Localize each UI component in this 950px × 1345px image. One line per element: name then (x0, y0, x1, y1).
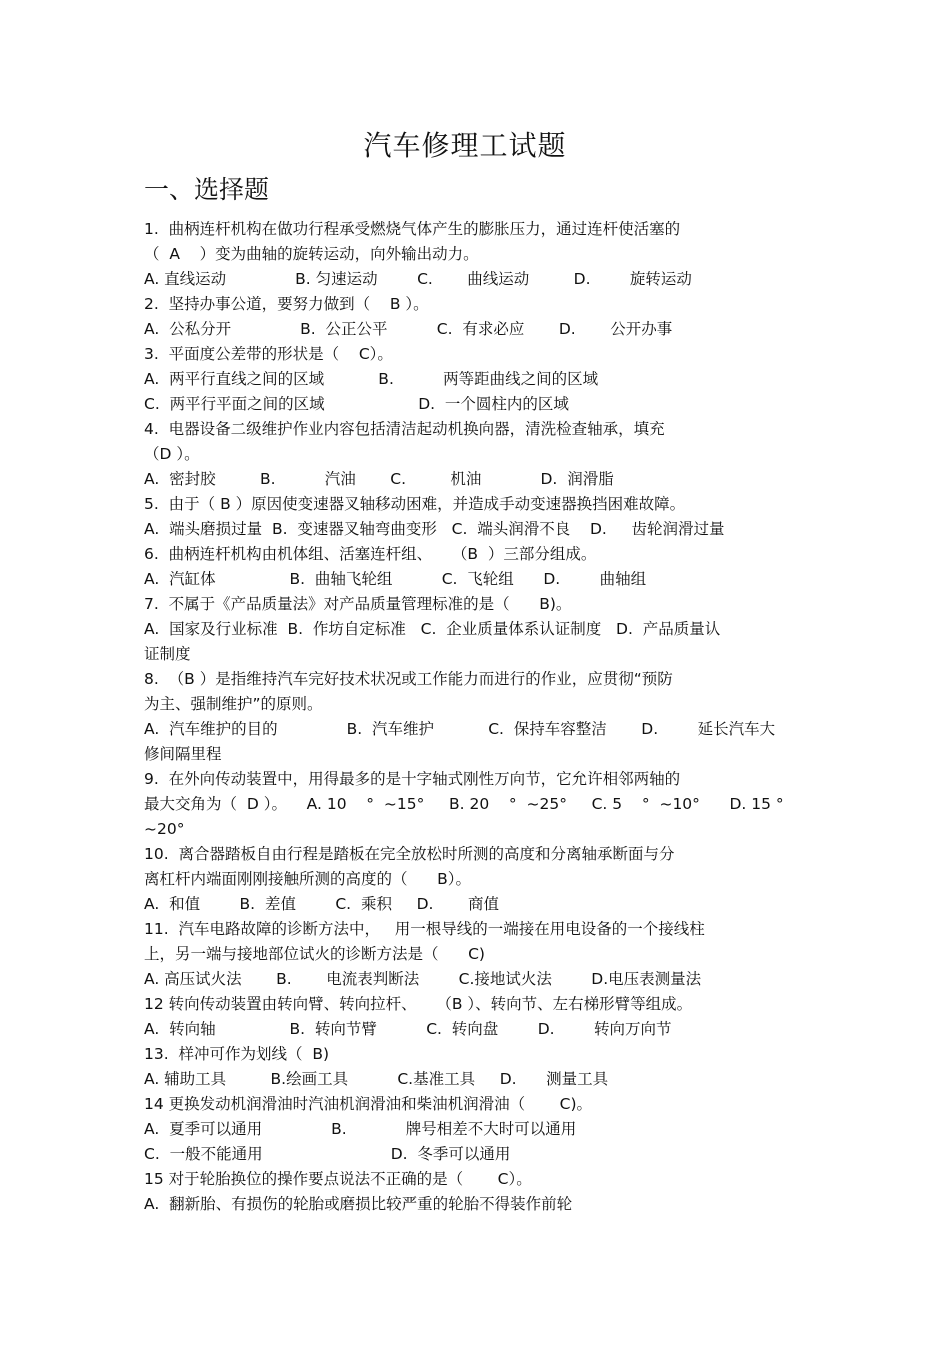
text-line: A. 夏季可以通用 B. 牌号相差不大时可以通用 (144, 1120, 577, 1138)
text-line: 14 更换发动机润滑油时汽油机润滑油和柴油机润滑油（ C)。 (144, 1095, 593, 1113)
text-line: A. 国家及行业标准 B. 作坊自定标准 C. 企业质量体系认证制度 D. 产品质量认 (144, 620, 721, 638)
section-heading: 一、选择题 (144, 175, 270, 204)
text-line: C. 一般不能通用 D. 冬季可以通用 (144, 1145, 511, 1163)
text-line: （ A ）变为曲轴的旋转运动，向外输出动力。 (144, 245, 479, 263)
text-line: （D ）。 (144, 445, 200, 463)
text-line: 12 转向传动装置由转向臂、转向拉杆、 （B ）、转向节、左右梯形臂等组成。 (144, 995, 693, 1013)
text-line: 6. 曲柄连杆机构由机体组、活塞连杆组、 （B ）三部分组成。 (144, 545, 597, 563)
text-line: A. 辅助工具 B.绘画工具 C.基准工具 D. 测量工具 (144, 1070, 609, 1088)
text-line: A. 密封胶 B. 汽油 C. 机油 D. 润滑脂 (144, 470, 614, 488)
text-line: 8. （B ）是指维持汽车完好技术状况或工作能力而进行的作业，应贯彻“预防 (144, 670, 673, 688)
question-list (144, 217, 814, 1217)
text-line: 5. 由于（ B ）原因使变速器叉轴移动困难，并造成手动变速器换挡困难故障。 (144, 495, 686, 513)
text-line: A. 和值 B. 差值 C. 乘积 D. 商值 (144, 895, 499, 913)
text-line: 修间隔里程 (144, 745, 222, 763)
text-line: A. 汽车维护的目的 B. 汽车维护 C. 保持车容整洁 D. 延长汽车大 (144, 720, 776, 738)
page-title: 汽车修理工试题 (363, 129, 567, 162)
text-line: A. 汽缸体 B. 曲轴飞轮组 C. 飞轮组 D. 曲轴组 (144, 570, 647, 588)
text-line: 15 对于轮胎换位的操作要点说法不正确的是（ C）。 (144, 1170, 532, 1188)
text-line: A. 高压试火法 B. 电流表判断法 C.接地试火法 D.电压表测量法 (144, 970, 702, 988)
text-line: 离杠杆内端面刚刚接触所测的高度的（ B）。 (144, 870, 471, 888)
text-line: ~20° (144, 820, 185, 838)
text-line: A. 直线运动 B. 匀速运动 C. 曲线运动 D. 旋转运动 (144, 270, 692, 288)
text-line: A. 公私分开 B. 公正公平 C. 有求必应 D. 公开办事 (144, 320, 673, 338)
text-line: A. 翻新胎、有损伤的轮胎或磨损比较严重的轮胎不得装作前轮 (144, 1195, 573, 1213)
text-line: 13. 样冲可作为划线（ B) (144, 1045, 330, 1063)
text-line: 上，另一端与接地部位试火的诊断方法是（ C) (144, 945, 485, 963)
text-line: 11. 汽车电路故障的诊断方法中， 用一根导线的一端接在用电设备的一个接线柱 (144, 920, 705, 938)
text-line: 最大交角为（ D ）。 A. 10 ° ~15° B. 20 ° ~25° C. 5 ° ~10° D. 15 ° (144, 795, 784, 813)
text-line: 1. 曲柄连杆机构在做功行程承受燃烧气体产生的膨胀压力，通过连杆使活塞的 (144, 220, 681, 238)
text-line: 9. 在外向传动装置中，用得最多的是十字轴式刚性万向节，它允许相邻两轴的 (144, 770, 681, 788)
text-line: 4. 电器设备二级维护作业内容包括清洁起动机换向器，清洗检查轴承，填充 (144, 420, 665, 438)
text-line: 证制度 (144, 645, 191, 663)
text-line: A. 转向轴 B. 转向节臂 C. 转向盘 D. 转向万向节 (144, 1020, 672, 1038)
text-line: A. 两平行直线之间的区域 B. 两等距曲线之间的区域 (144, 370, 599, 388)
text-line: 3. 平面度公差带的形状是（ C）。 (144, 345, 393, 363)
text-line: 7. 不属于《产品质量法》对产品质量管理标准的是（ B)。 (144, 595, 572, 613)
text-line: 为主、强制维护”的原则。 (144, 695, 323, 713)
text-line: 2. 坚持办事公道，要努力做到（ B ）。 (144, 295, 429, 313)
text-line: A. 端头磨损过量 B. 变速器叉轴弯曲变形 C. 端头润滑不良 D. 齿轮润滑过量 (144, 520, 725, 538)
text-line: 10. 离合器踏板自由行程是踏板在完全放松时所测的高度和分离轴承断面与分 (144, 845, 675, 863)
text-line: C. 两平行平面之间的区域 D. 一个圆柱内的区域 (144, 395, 569, 413)
